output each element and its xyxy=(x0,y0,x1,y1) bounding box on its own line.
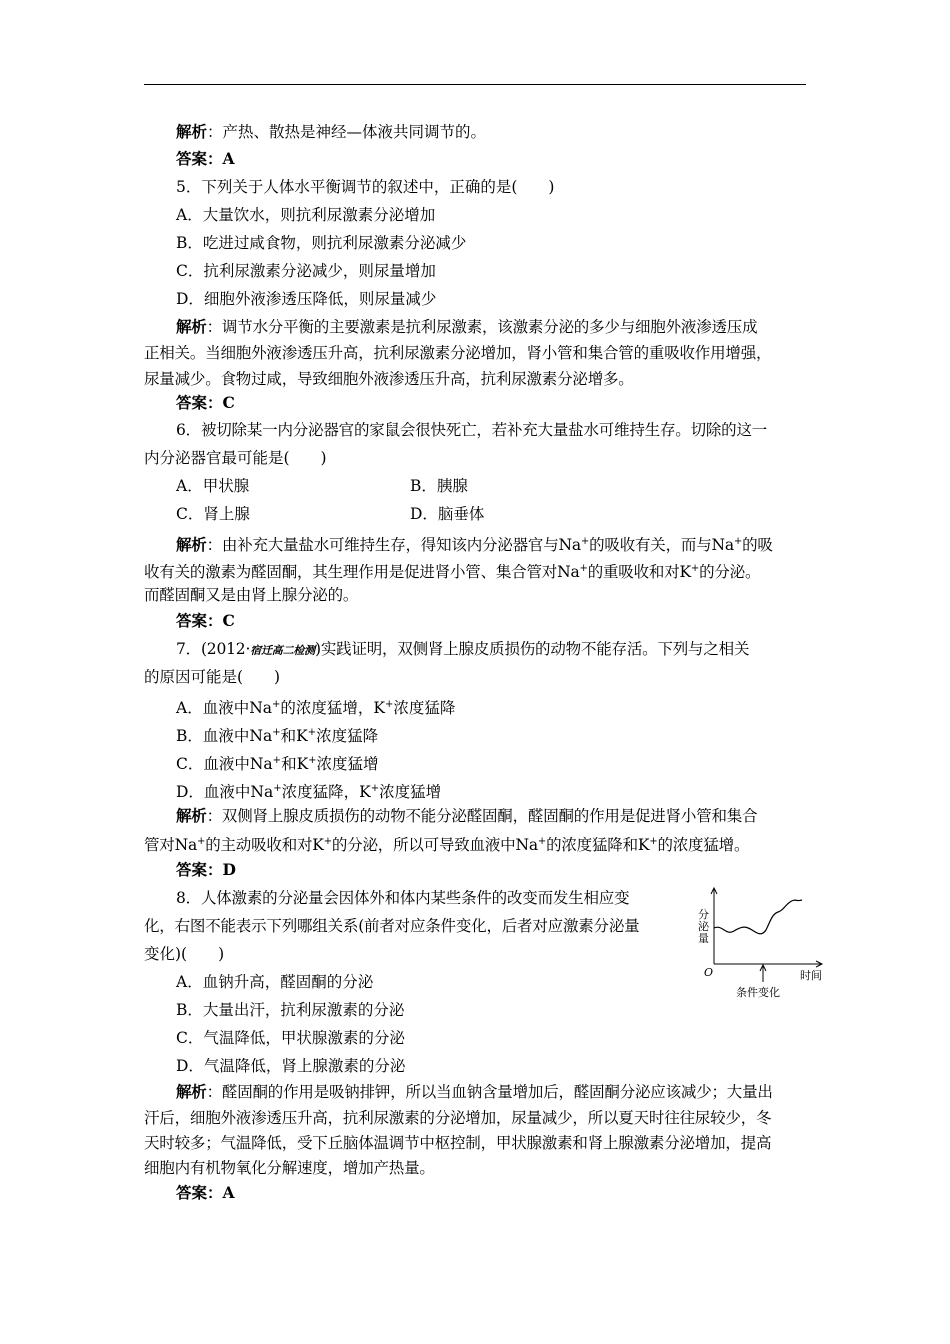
q5-option-a: A．大量饮水，则抗利尿激素分泌增加 xyxy=(176,206,436,224)
question-8-line1: 8．人体激素的分泌量会因体外和体内某些条件的改变而发生相应变 xyxy=(176,889,630,907)
answer-q6: 答案：C xyxy=(176,611,235,630)
q7-option-a: A．血液中Na+的浓度猛增，K+浓度猛降 xyxy=(176,699,456,717)
question-8-line3: 变化)( ) xyxy=(144,945,225,963)
x-axis-label: 时间 xyxy=(800,969,822,982)
q5-option-c: C．抗利尿激素分泌减少，则尿量增加 xyxy=(176,262,436,280)
q8-option-d: D．气温降低，肾上腺激素的分泌 xyxy=(176,1057,406,1075)
explanation-q7-line1: 解析：双侧肾上腺皮质损伤的动物不能分泌醛固酮，醛固酮的作用是促进肾小管和集合 xyxy=(176,806,758,825)
explanation-q6-line2: 收有关的激素为醛固酮，其生理作用是促进肾小管、集合管对Na+的重吸收和对K+的分泌。 xyxy=(144,563,761,581)
question-6-line2: 内分泌器官最可能是( ) xyxy=(144,449,327,467)
question-7-line1: 7．(2012·宿迁高二检测)实践证明，双侧肾上腺皮质损伤的动物不能存活。下列与之相关 xyxy=(176,640,750,658)
explanation-q7-line2: 管对Na+的主动吸收和对K+的分泌，所以可导致血液中Na+的浓度猛降和K+的浓度猛增。 xyxy=(144,836,750,854)
answer-q5: 答案：C xyxy=(176,393,235,412)
question-8-line2: 化，右图不能表示下列哪组关系(前者对应条件变化，后者对应激素分泌量 xyxy=(144,917,640,935)
origin-label: O xyxy=(704,966,714,979)
q7-option-b: B．血液中Na+和K+浓度猛降 xyxy=(176,727,379,745)
q7-option-d: D．血液中Na+浓度猛降，K+浓度猛增 xyxy=(176,783,442,801)
q7-option-c: C．血液中Na+和K+浓度猛增 xyxy=(176,755,379,773)
explanation-q6-line1: 解析：由补充大量盐水可维持生存，得知该内分泌器官与Na+的吸收有关，而与Na+的吸 xyxy=(176,535,773,554)
explanation-q4: 解析：产热、散热是神经—体液共同调节的。 xyxy=(176,122,487,141)
q5-option-b: B．吃进过咸食物，则抗利尿激素分泌减少 xyxy=(176,234,467,252)
explanation-q5-line3: 尿量减少。食物过咸，导致细胞外液渗透压升高，抗利尿激素分泌增多。 xyxy=(144,370,634,388)
explanation-q8-line2: 汗后，细胞外液渗透压升高，抗利尿激素的分泌增加，尿量减少，所以夏天时往往尿较少，冬 xyxy=(144,1109,772,1127)
q6-option-b: B．胰腺 xyxy=(410,477,468,495)
hormone-secretion-graph xyxy=(692,884,832,1004)
answer-q4: 答案：A xyxy=(176,149,235,168)
q6-option-a: A．甲状腺 xyxy=(176,477,250,495)
explanation-q6-line3: 而醛固酮又是由肾上腺分泌的。 xyxy=(144,586,359,604)
answer-q7: 答案：D xyxy=(176,860,236,879)
answer-q8: 答案：A xyxy=(176,1183,235,1202)
q8-option-c: C．气温降低，甲状腺激素的分泌 xyxy=(176,1029,405,1047)
question-5: 5．下列关于人体水平衡调节的叙述中，正确的是( ) xyxy=(176,178,555,196)
question-6-line1: 6．被切除某一内分泌器官的家鼠会很快死亡，若补充大量盐水可维持生存。切除的这一 xyxy=(176,421,768,439)
explanation-q5-line2: 正相关。当细胞外液渗透压升高，抗利尿激素分泌增加，肾小管和集合管的重吸收作用增强， xyxy=(144,344,772,362)
y-axis-label-2: 泌 xyxy=(698,920,709,933)
explanation-q5-line1: 解析：调节水分平衡的主要激素是抗利尿激素，该激素分泌的多少与细胞外液渗透压成 xyxy=(176,317,758,336)
explanation-q8-line4: 细胞内有机物氧化分解速度，增加产热量。 xyxy=(144,1159,435,1177)
q8-option-b: B．大量出汗，抗利尿激素的分泌 xyxy=(176,1001,405,1019)
explanation-q8-line1: 解析：醛固酮的作用是吸钠排钾，所以当血钠含量增加后，醛固酮分泌应该减少；大量出 xyxy=(176,1082,773,1101)
question-7-line2: 的原因可能是( ) xyxy=(144,668,281,686)
condition-change-label: 条件变化 xyxy=(736,986,780,999)
y-axis-label-1: 分 xyxy=(698,908,709,921)
explanation-q8-line3: 天时较多；气温降低，受下丘脑体温调节中枢控制，甲状腺激素和肾上腺激素分泌增加，提高 xyxy=(144,1134,772,1152)
y-axis-label-3: 量 xyxy=(698,932,709,945)
header-rule xyxy=(144,84,806,85)
q6-option-d: D．脑垂体 xyxy=(410,505,485,523)
q8-option-a: A．血钠升高，醛固酮的分泌 xyxy=(176,973,374,991)
graph-axes xyxy=(711,888,822,967)
q5-option-d: D．细胞外液渗透压降低，则尿量减少 xyxy=(176,290,437,308)
q6-option-c: C．肾上腺 xyxy=(176,505,250,523)
secretion-curve xyxy=(714,900,802,934)
